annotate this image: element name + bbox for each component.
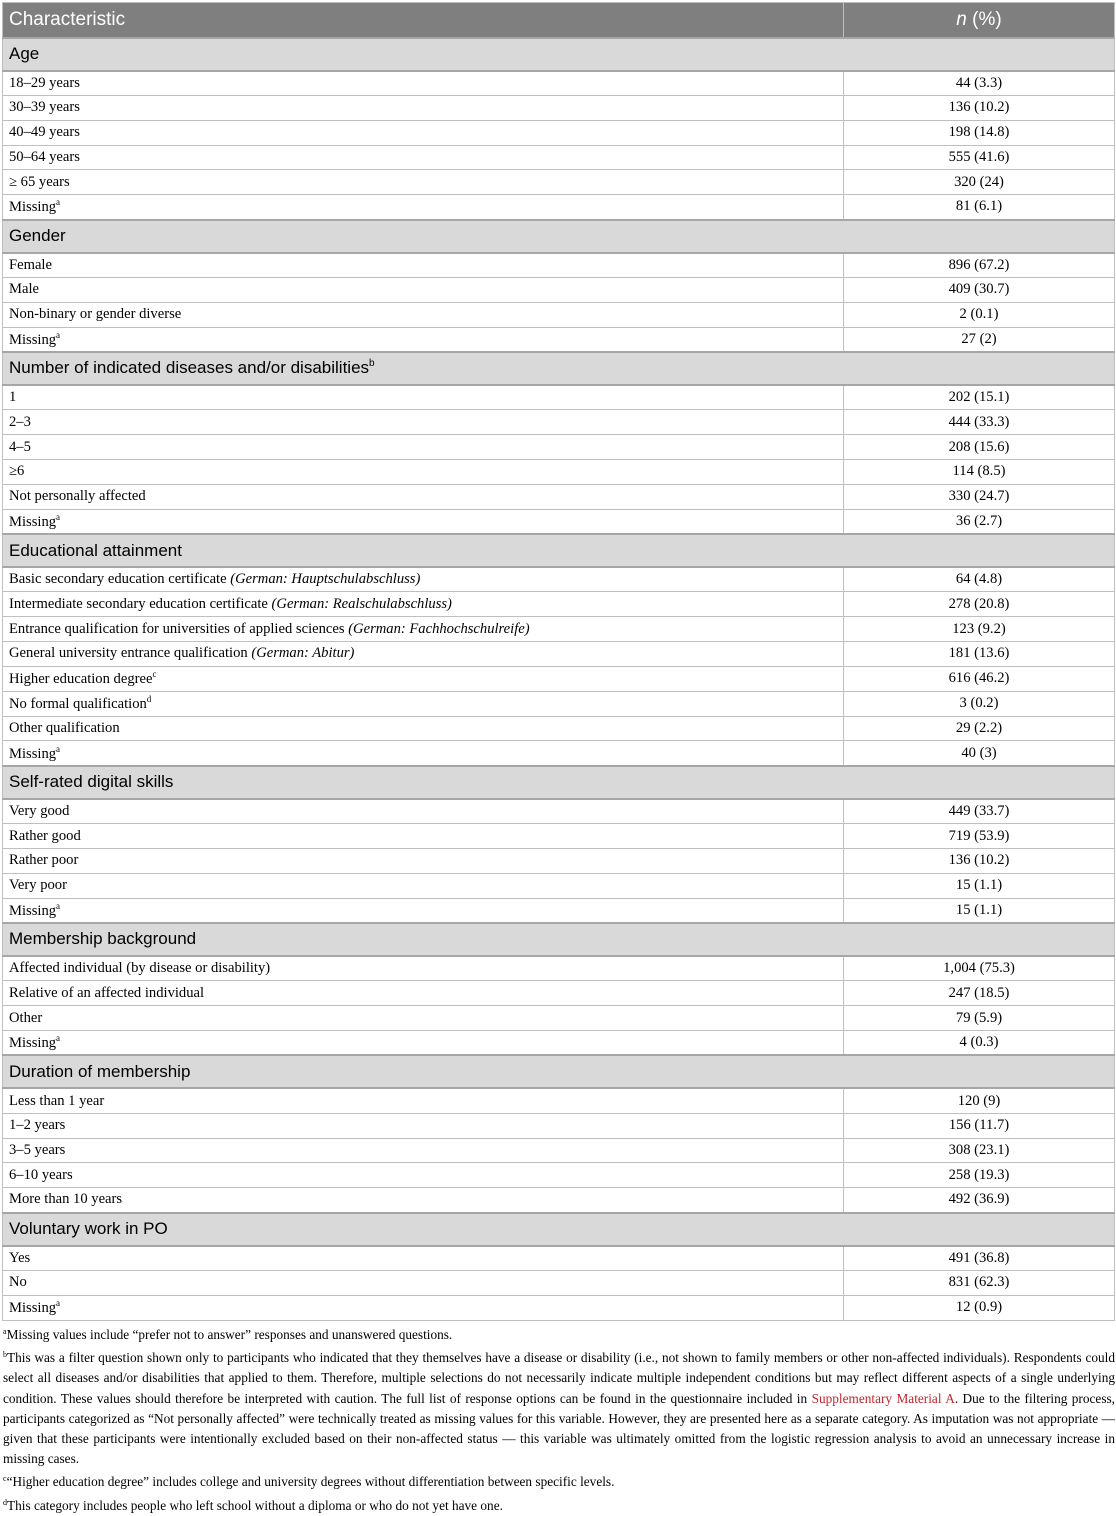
- table-row: [3, 71, 1115, 96]
- table-row: [3, 509, 1115, 534]
- table-row: [3, 327, 1115, 352]
- row-label: 18–29 years: [9, 74, 80, 91]
- footnote-ref: a: [56, 1298, 61, 1309]
- footnote-text: This was a filter question shown only to participants who indicated that they themselves have a disease or disability (i.e., not shown to family members or other non-affected individuals). Respondents could select all diseases and/or disabilities that applied to them. Therefore, multiple selections do not necessarily indicate multiple independent conditions but may reflect different aspects of a single underlying condition. These values should therefore be interpreted with caution. The full list of response options can be found in the questionnaire included in: [3, 1350, 1115, 1406]
- table-row: [3, 1163, 1115, 1188]
- table-row: [3, 981, 1115, 1006]
- row-label: Missing: [9, 1035, 57, 1052]
- table-row: [3, 1088, 1115, 1113]
- row-label-cell: [3, 1270, 844, 1295]
- row-label-cell: [3, 95, 844, 120]
- row-label: Male: [9, 281, 39, 298]
- row-label: Yes: [9, 1249, 31, 1266]
- row-label-cell: [3, 1088, 844, 1113]
- section-title-text: Duration of membership: [9, 1061, 191, 1081]
- table-footnotes: [3, 1322, 1115, 1516]
- footnote-ref: a: [56, 197, 61, 208]
- table-row: [3, 898, 1115, 923]
- footnote-b: [3, 1345, 1115, 1469]
- row-label-cell: [3, 848, 844, 873]
- row-label: Missing: [9, 1300, 57, 1317]
- row-label-cell: [3, 1006, 844, 1031]
- table-row: [3, 1006, 1115, 1031]
- header-n: n: [956, 8, 967, 30]
- row-value: 1,004 (75.3): [844, 956, 1115, 981]
- row-value: 29 (2.2): [844, 716, 1115, 741]
- table-row: [3, 410, 1115, 435]
- row-label: Missing: [9, 902, 57, 919]
- row-label-german: (German: Fachhochschulreife): [348, 620, 530, 637]
- row-label: General university entrance qualification: [9, 645, 252, 662]
- table-row: [3, 1138, 1115, 1163]
- footnote-ref: d: [146, 694, 152, 705]
- row-label-cell: [3, 145, 844, 170]
- section-title-text: Educational attainment: [9, 540, 182, 560]
- row-label-cell: [3, 716, 844, 741]
- section-title-text: Voluntary work in PO: [9, 1219, 168, 1239]
- row-label: Basic secondary education certificate: [9, 571, 231, 588]
- row-value: 719 (53.9): [844, 824, 1115, 849]
- table-row: [3, 1113, 1115, 1138]
- footnote-mark: d: [3, 1497, 7, 1507]
- row-label-cell: [3, 799, 844, 824]
- table-row: [3, 95, 1115, 120]
- header-n-percent: [844, 3, 1115, 38]
- row-label: 4–5: [9, 438, 31, 455]
- row-label: ≥6: [9, 463, 25, 480]
- footnote-text: Missing values include “prefer not to answer” responses and unanswered questions.: [6, 1327, 453, 1342]
- footnote-ref: a: [56, 900, 61, 911]
- row-label: Higher education degree: [9, 671, 153, 688]
- table-row: [3, 592, 1115, 617]
- row-label: Other qualification: [9, 719, 120, 736]
- section-header-row: [3, 534, 1115, 567]
- row-label: Female: [9, 256, 52, 273]
- row-label: No formal qualification: [9, 696, 147, 713]
- row-label-cell: [3, 253, 844, 278]
- table-row: [3, 691, 1115, 716]
- section-title: [3, 1055, 1115, 1088]
- row-label-cell: [3, 170, 844, 195]
- row-label-cell: [3, 666, 844, 691]
- row-value: 198 (14.8): [844, 120, 1115, 145]
- row-label-cell: [3, 592, 844, 617]
- row-value: 156 (11.7): [844, 1113, 1115, 1138]
- row-label-cell: [3, 277, 844, 302]
- table-row: [3, 277, 1115, 302]
- row-label-cell: [3, 195, 844, 220]
- footnote-ref: a: [56, 1033, 61, 1044]
- section-header-row: [3, 38, 1115, 71]
- table-row: [3, 145, 1115, 170]
- row-value: 120 (9): [844, 1088, 1115, 1113]
- row-label-german: (German: Realschulabschluss): [271, 595, 452, 612]
- row-value: 40 (3): [844, 741, 1115, 766]
- table-row: [3, 435, 1115, 460]
- section-header-row: [3, 1213, 1115, 1246]
- footnote-a: [3, 1322, 1115, 1345]
- row-value: 3 (0.2): [844, 691, 1115, 716]
- table-row: [3, 385, 1115, 410]
- footnote-ref: c: [152, 669, 157, 680]
- table-row: [3, 1188, 1115, 1213]
- section-title: [3, 220, 1115, 253]
- section-title: [3, 38, 1115, 71]
- header-pct: (%): [966, 8, 1002, 30]
- footnote-ref: b: [369, 358, 375, 370]
- row-value: 831 (62.3): [844, 1270, 1115, 1295]
- row-value: 409 (30.7): [844, 277, 1115, 302]
- row-label: Non-binary or gender diverse: [9, 306, 182, 323]
- row-label-cell: [3, 327, 844, 352]
- table-row: [3, 459, 1115, 484]
- table-row: [3, 642, 1115, 667]
- row-value: 491 (36.8): [844, 1246, 1115, 1271]
- row-label-cell: [3, 1163, 844, 1188]
- footnote-mark: a: [3, 1327, 7, 1336]
- row-label-cell: [3, 617, 844, 642]
- row-label-cell: [3, 385, 844, 410]
- row-value: 278 (20.8): [844, 592, 1115, 617]
- row-label-cell: [3, 1113, 844, 1138]
- row-value: 81 (6.1): [844, 195, 1115, 220]
- row-value: 258 (19.3): [844, 1163, 1115, 1188]
- section-header-row: [3, 766, 1115, 799]
- table-row: [3, 956, 1115, 981]
- footnote-mark: c: [3, 1474, 7, 1484]
- row-label: 1: [9, 389, 17, 406]
- row-label: Relative of an affected individual: [9, 984, 205, 1001]
- footnote-text: This category includes people who left school without a diploma or who do not yet have one.: [7, 1497, 503, 1513]
- row-label: Very good: [9, 802, 70, 819]
- footnote-c: [3, 1469, 1115, 1492]
- section-header-row: [3, 923, 1115, 956]
- table-row: [3, 195, 1115, 220]
- row-label-cell: [3, 509, 844, 534]
- row-label-cell: [3, 71, 844, 96]
- row-label: Missing: [9, 745, 57, 762]
- row-value: 79 (5.9): [844, 1006, 1115, 1031]
- footnote-text: “Higher education degree” includes college and university degrees without differentiation between specific levels.: [6, 1474, 615, 1490]
- row-label-cell: [3, 898, 844, 923]
- row-label: Other: [9, 1009, 43, 1026]
- row-value: 36 (2.7): [844, 509, 1115, 534]
- row-label: Rather good: [9, 827, 81, 844]
- row-value: 4 (0.3): [844, 1031, 1115, 1056]
- table-row: [3, 741, 1115, 766]
- row-label-german: (German: Hauptschulabschluss): [230, 571, 421, 588]
- table-row: [3, 848, 1115, 873]
- row-value: 2 (0.1): [844, 302, 1115, 327]
- row-label-cell: [3, 1138, 844, 1163]
- row-value: 136 (10.2): [844, 848, 1115, 873]
- table-row: [3, 716, 1115, 741]
- row-label-german: (German: Abitur): [251, 645, 355, 662]
- row-value: 27 (2): [844, 327, 1115, 352]
- row-label-cell: [3, 824, 844, 849]
- footnote-ref: a: [56, 511, 61, 522]
- row-label: Entrance qualification for universities of applied sciences: [9, 620, 349, 637]
- row-value: 555 (41.6): [844, 145, 1115, 170]
- section-title-text: Number of indicated diseases and/or disabilities: [9, 358, 370, 378]
- row-label-cell: [3, 120, 844, 145]
- section-title-text: Age: [9, 44, 40, 63]
- row-label-cell: [3, 484, 844, 509]
- footnote-text: . Due to the filtering process, participants categorized as “Not personally affected” were technically treated as missing values for this variable. However, they are presented here as a separate category. As imputation was not appropriate — given that these participants were intentionally excluded based on their non-affected status — this variable was ultimately omitted from the logistic regression analysis to avoid an unnecessary increase in missing cases.: [3, 1390, 1115, 1467]
- row-label-cell: [3, 741, 844, 766]
- row-value: 15 (1.1): [844, 898, 1115, 923]
- section-header-row: [3, 352, 1115, 385]
- section-title: [3, 352, 1115, 385]
- table-row: [3, 1270, 1115, 1295]
- table-header-row: [3, 3, 1115, 38]
- table-row: [3, 873, 1115, 898]
- row-label-cell: [3, 1295, 844, 1320]
- row-label-cell: [3, 302, 844, 327]
- header-characteristic: Characteristic: [3, 3, 844, 38]
- row-label: More than 10 years: [9, 1191, 123, 1208]
- table-row: [3, 253, 1115, 278]
- row-label: Rather poor: [9, 852, 79, 869]
- footnote-mark: b: [3, 1350, 7, 1360]
- table-row: [3, 1031, 1115, 1056]
- table-row: [3, 1295, 1115, 1320]
- row-value: 44 (3.3): [844, 71, 1115, 96]
- row-label: 40–49 years: [9, 124, 80, 141]
- row-value: 12 (0.9): [844, 1295, 1115, 1320]
- table-row: [3, 666, 1115, 691]
- row-value: 114 (8.5): [844, 459, 1115, 484]
- row-label: Missing: [9, 513, 57, 530]
- table-row: [3, 170, 1115, 195]
- row-label: Missing: [9, 331, 57, 348]
- row-label-cell: [3, 435, 844, 460]
- row-value: 444 (33.3): [844, 410, 1115, 435]
- section-header-row: [3, 220, 1115, 253]
- characteristics-table: [2, 2, 1115, 1321]
- row-label-cell: [3, 642, 844, 667]
- row-label: Affected individual (by disease or disability): [9, 960, 271, 977]
- row-value: 181 (13.6): [844, 642, 1115, 667]
- footnote-d: [3, 1493, 1115, 1516]
- section-title: [3, 534, 1115, 567]
- table-row: [3, 120, 1115, 145]
- table-row: [3, 484, 1115, 509]
- row-value: 123 (9.2): [844, 617, 1115, 642]
- row-label-cell: [3, 1188, 844, 1213]
- row-value: 64 (4.8): [844, 567, 1115, 592]
- row-value: 308 (23.1): [844, 1138, 1115, 1163]
- row-label-cell: [3, 1246, 844, 1271]
- row-value: 208 (15.6): [844, 435, 1115, 460]
- row-value: 330 (24.7): [844, 484, 1115, 509]
- row-label-cell: [3, 691, 844, 716]
- footnote-ref: a: [56, 743, 61, 754]
- row-label: Less than 1 year: [9, 1092, 105, 1109]
- section-title-text: Self-rated digital skills: [9, 772, 174, 792]
- row-value: 616 (46.2): [844, 666, 1115, 691]
- row-label-cell: [3, 567, 844, 592]
- row-label: 50–64 years: [9, 148, 80, 165]
- row-label: 3–5 years: [9, 1141, 66, 1158]
- row-value: 320 (24): [844, 170, 1115, 195]
- section-title: [3, 923, 1115, 956]
- row-label: Missing: [9, 199, 57, 216]
- row-label: 30–39 years: [9, 99, 80, 116]
- row-label-cell: [3, 956, 844, 981]
- table-row: [3, 824, 1115, 849]
- table-row: [3, 1246, 1115, 1271]
- section-title-text: Gender: [9, 226, 66, 246]
- table-row: [3, 799, 1115, 824]
- row-value: 247 (18.5): [844, 981, 1115, 1006]
- row-label: ≥ 65 years: [9, 173, 70, 190]
- row-value: 492 (36.9): [844, 1188, 1115, 1213]
- row-label: Very poor: [9, 877, 67, 894]
- table-row: [3, 302, 1115, 327]
- row-label: No: [9, 1274, 27, 1291]
- row-label-cell: [3, 459, 844, 484]
- section-title: [3, 766, 1115, 799]
- row-value: 136 (10.2): [844, 95, 1115, 120]
- row-value: 449 (33.7): [844, 799, 1115, 824]
- row-label-cell: [3, 410, 844, 435]
- row-value: 896 (67.2): [844, 253, 1115, 278]
- row-label: Intermediate secondary education certificate: [9, 595, 272, 612]
- row-label: 1–2 years: [9, 1117, 66, 1134]
- row-label-cell: [3, 1031, 844, 1056]
- row-label: 6–10 years: [9, 1166, 73, 1183]
- row-label-cell: [3, 873, 844, 898]
- row-label: 2–3: [9, 413, 31, 430]
- table-row: [3, 617, 1115, 642]
- section-title-text: Membership background: [9, 929, 197, 949]
- section-header-row: [3, 1055, 1115, 1088]
- table-row: [3, 567, 1115, 592]
- footnote-ref: a: [56, 329, 61, 340]
- section-title: [3, 1213, 1115, 1246]
- row-value: 202 (15.1): [844, 385, 1115, 410]
- row-label: Not personally affected: [9, 488, 146, 505]
- supplementary-material-link[interactable]: Supplementary Material A: [811, 1390, 955, 1406]
- row-value: 15 (1.1): [844, 873, 1115, 898]
- row-label-cell: [3, 981, 844, 1006]
